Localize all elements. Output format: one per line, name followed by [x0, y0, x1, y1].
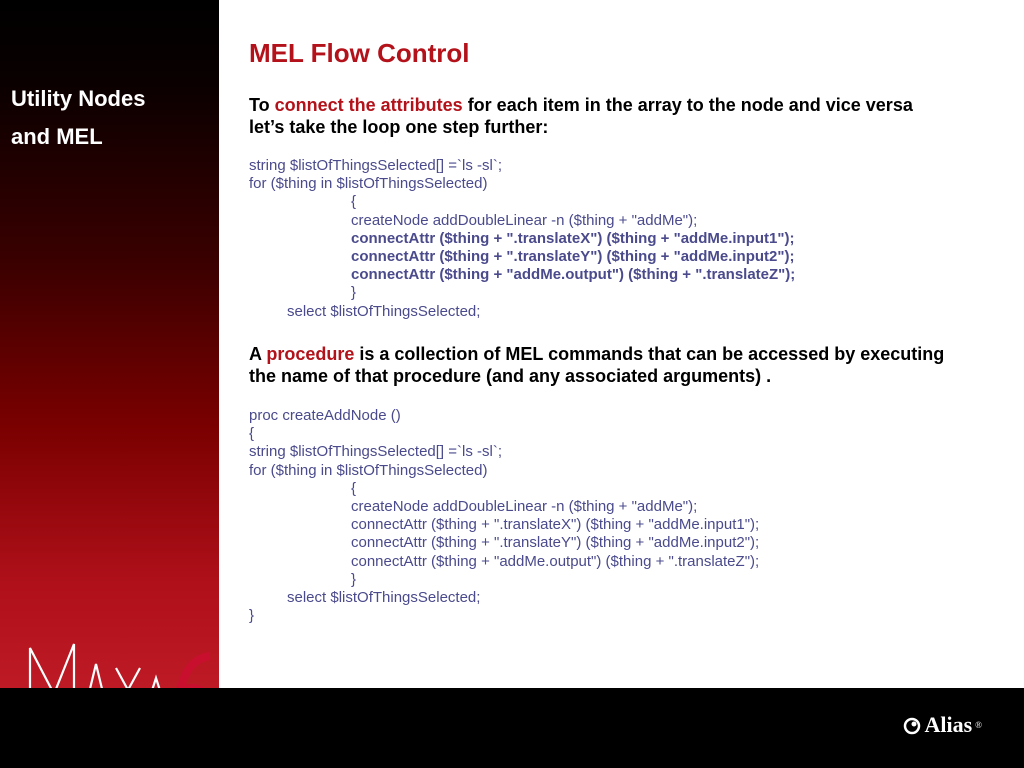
section-title — [11, 80, 211, 156]
para2-highlight: procedure — [266, 344, 355, 364]
paragraph-connect-attributes — [249, 94, 949, 138]
para1-highlight: connect the attributes — [274, 95, 463, 115]
code-line: } — [351, 284, 357, 302]
code-line: { — [351, 193, 357, 211]
code-line: string $listOfThingsSelected[] =`ls -sl`; — [249, 443, 503, 461]
code-line: { — [249, 425, 255, 443]
code-line: for ($thing in $listOfThingsSelected) — [249, 461, 488, 479]
para1-suffix: for each item in the array to the node and vice versa let’s take the loop one step further: — [249, 95, 913, 137]
para2-prefix: A — [249, 344, 267, 364]
slide-title: MEL Flow Control — [249, 38, 470, 68]
code-line: select $listOfThingsSelected; — [287, 302, 481, 320]
paragraph-procedure — [249, 343, 949, 387]
section-title-line-1: Utility Nodes — [11, 86, 146, 111]
code-line: createNode addDoubleLinear -n ($thing + "addMe"); — [351, 211, 698, 229]
para1-prefix: To — [249, 95, 275, 115]
para2-suffix: is a collection of MEL commands that can be accessed by executing the name of that procedure (and any associated arguments) . — [249, 344, 945, 386]
code-line: } — [351, 570, 357, 588]
code-line: select $listOfThingsSelected; — [287, 589, 481, 607]
code-line: connectAttr ($thing + ".translateX") ($thing + "addMe.input1"); — [351, 229, 795, 247]
code-line: } — [249, 607, 255, 625]
alias-swirl-icon — [902, 715, 922, 735]
sidebar — [0, 0, 219, 688]
registered-mark: ® — [975, 720, 982, 730]
code-line: createNode addDoubleLinear -n ($thing + "addMe"); — [351, 498, 698, 516]
code-line: { — [351, 479, 357, 497]
code-line: connectAttr ($thing + ".translateX") ($thing + "addMe.input1"); — [351, 516, 760, 534]
footer-bar — [0, 688, 1024, 768]
code-block-procedure — [249, 407, 969, 625]
code-line: connectAttr ($thing + ".translateY") ($thing + "addMe.input2"); — [351, 248, 795, 266]
code-line: connectAttr ($thing + ".translateY") ($thing + "addMe.input2"); — [351, 534, 760, 552]
alias-brand — [902, 712, 982, 738]
code-line: connectAttr ($thing + "addMe.output") ($thing + ".translateZ"); — [351, 552, 760, 570]
code-block-loop — [249, 157, 969, 321]
section-title-line-2: and MEL — [11, 124, 103, 149]
code-line: connectAttr ($thing + "addMe.output") ($thing + ".translateZ"); — [351, 266, 796, 284]
code-line: for ($thing in $listOfThingsSelected) — [249, 175, 488, 193]
alias-brand-text: Alias — [924, 712, 973, 737]
code-line: proc createAddNode () — [249, 407, 401, 424]
code-line: string $listOfThingsSelected[] =`ls -sl`; — [249, 157, 503, 174]
